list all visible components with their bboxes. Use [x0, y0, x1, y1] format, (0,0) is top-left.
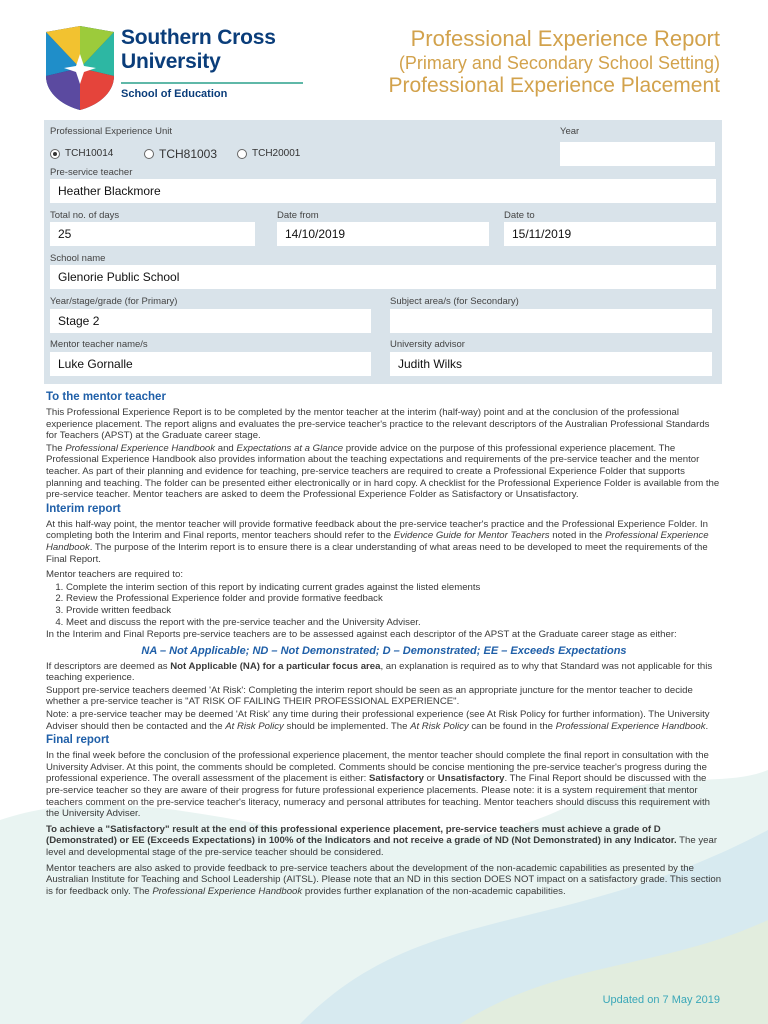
list-item: 4. Meet and discuss the report with the pre-service teacher and the University Adviser. — [66, 617, 722, 629]
paragraph: If descriptors are deemed as Not Applicable (NA) for a particular focus area, an explanation is required as to why that Standard was not applicable for this teaching experience. — [46, 660, 713, 684]
instructions-body — [46, 390, 722, 898]
year-stage-label: Year/stage/grade (for Primary) — [50, 296, 178, 307]
school-field[interactable]: Glenorie Public School — [50, 265, 716, 289]
advisor-field[interactable]: Judith Wilks — [390, 352, 712, 376]
paragraph: At this half-way point, the mentor teacher will provide formative feedback about the pre-service teacher's practice and the Professional Experience Folder. In completing both the Interim and Final reports, mentor teachers should refer to the Evidence Guide for Mentor Teachers noted in the Professional Experience Handbook. The purpose of the Interim report is to ensure there is a clear understanding of what areas need to be developed to meet the requirements of the Final Report. — [46, 518, 709, 565]
paragraph: Mentor teachers are also asked to provide feedback to pre-service teachers about the development of the non-academic capabilities as presented by the Australian Institute for Teaching and School Leadership (AITSL). Please note that an ND in this section DOES NOT impact on a satisfactory grade. This section is for feedback only. The Professional Experience Handbook provides further explanation of the non-academic capabilities. — [46, 862, 722, 897]
year-field[interactable] — [560, 142, 715, 166]
list-item: 2. Review the Professional Experience folder and provide formative feedback — [66, 593, 722, 605]
unit-radio-tch81003[interactable]: TCH81003 — [144, 147, 217, 161]
unit-radio-tch20001[interactable]: TCH20001 — [237, 148, 300, 159]
paragraph: Mentor teachers are required to: — [46, 569, 184, 581]
subject-label: Subject area/s (for Secondary) — [390, 296, 519, 307]
subject-field[interactable] — [390, 309, 712, 333]
school-label: School name — [50, 253, 106, 264]
unit-radio-tch10014[interactable]: TCH10014 — [50, 148, 113, 159]
year-label: Year — [560, 126, 580, 137]
paragraph: Note: a pre-service teacher may be deemed 'At Risk' any time during their professional experience (see At Risk Policy for further information). The University Adviser should then be contacted and the At Risk Policy should be implemented. The At Risk Policy can be found in the Professional Experience Handbook. — [46, 709, 710, 732]
list-item: 1. Complete the interim section of this report by indicating current grades against the listed elements — [66, 582, 722, 594]
paragraph: The Professional Experience Handbook and Expectations at a Glance provide advice on the purpose of this professional experience placement. The Professional Experience Handbook also provides information about the teaching expectations and requirements of the pre-service teacher and the mentor teacher. As part of their planning and evidence for teaching, pre-service teachers are required to create a Professional Experience Folder that supports planning and teaching. The folder can be presented either electronically or in hard copy. A checklist for the Professional Experience Folder is available from the pre-service teacher. Mentor teachers are asked to deem the Professional Experience Folder as Satisfactory or Unsatisfactory. — [46, 442, 720, 501]
updated-date: Updated on 7 May 2019 — [602, 994, 720, 1006]
school-name: School of Education — [121, 88, 228, 100]
days-field[interactable]: 25 — [50, 222, 255, 246]
grade-legend: NA – Not Applicable; ND – Not Demonstrated; D – Demonstrated; EE – Exceeds Expectations — [141, 644, 627, 657]
paragraph: In the final week before the conclusion of the professional experience placement, the mentor teacher should complete the final report in consultation with the University Adviser. At this point, the comments should be completed. Comments should be concise mentioning the pre-service teacher's progress during the professional experience. The overall assessment of the placement is either: Satisfactory or Unsatisfactory. The Final Report should be discussed with the pre-service teacher so they are aware of their progress for future professional experience placements. Please note: it is a system requirement that mentor teachers comment on the pre-service teacher's literacy, numeracy and personal attributes for teaching. Mentor teachers should discuss this requirement with the University Adviser. — [46, 750, 710, 820]
paragraph: To achieve a "Satisfactory" result at the end of this professional experience placement, pre-service teachers must achieve a grade of D (Demonstrated) or EE (Exceeds Expectations) in 100% of the Indicators and not receive a grade of ND (Not Demonstrated) in any Indicator. The year level and developmental stage of the pre-service teacher should be considered. — [46, 823, 718, 858]
mentor-field[interactable]: Luke Gornalle — [50, 352, 371, 376]
section-heading-mentor: To the mentor teacher — [46, 391, 166, 403]
list-item: 3. Provide written feedback — [66, 605, 722, 617]
university-name: Southern Cross University — [121, 26, 276, 73]
placement-details-form — [44, 120, 722, 384]
date-from-field[interactable]: 14/10/2019 — [277, 222, 489, 246]
paragraph: In the Interim and Final Reports pre-service teachers are to be assessed against each descriptor of the APST at the Graduate career stage as either: — [46, 629, 677, 641]
section-heading-final: Final report — [46, 734, 110, 747]
unit-label: Professional Experience Unit — [50, 126, 172, 137]
date-to-label: Date to — [504, 210, 535, 221]
radio-selected-icon — [50, 149, 60, 159]
university-shield-logo — [44, 24, 116, 112]
days-label: Total no. of days — [50, 210, 120, 221]
preservice-label: Pre-service teacher — [50, 167, 133, 178]
advisor-label: University advisor — [390, 339, 465, 350]
report-title: Professional Experience Report (Primary and Secondary School Setting) Professional Experience Placement — [388, 26, 720, 97]
radio-icon — [237, 149, 247, 159]
date-from-label: Date from — [277, 210, 319, 221]
paragraph: This Professional Experience Report is to be completed by the mentor teacher at the interim (half-way) point and at the conclusion of the professional experience placement. The report aligns and evaluates the pre-service teacher's practice to the relevant descriptors of the Australian Professional Standards for Teachers (APST) at the Graduate career stage. — [46, 407, 710, 442]
paragraph: Support pre-service teachers deemed 'At Risk': Completing the interim report should be seen as an appropriate juncture for the mentor teacher to decide whether a pre-service teacher is "AT RISK OF FAILING THEIR PROFESSIONAL EXPERIENCE". — [46, 684, 693, 708]
section-heading-interim: Interim report — [46, 502, 121, 515]
radio-icon — [144, 149, 154, 159]
school-divider — [121, 82, 303, 84]
date-to-field[interactable]: 15/11/2019 — [504, 222, 716, 246]
year-stage-field[interactable]: Stage 2 — [50, 309, 371, 333]
mentor-label: Mentor teacher name/s — [50, 339, 148, 350]
mentor-task-list — [46, 582, 722, 628]
preservice-field[interactable]: Heather Blackmore — [50, 179, 716, 203]
